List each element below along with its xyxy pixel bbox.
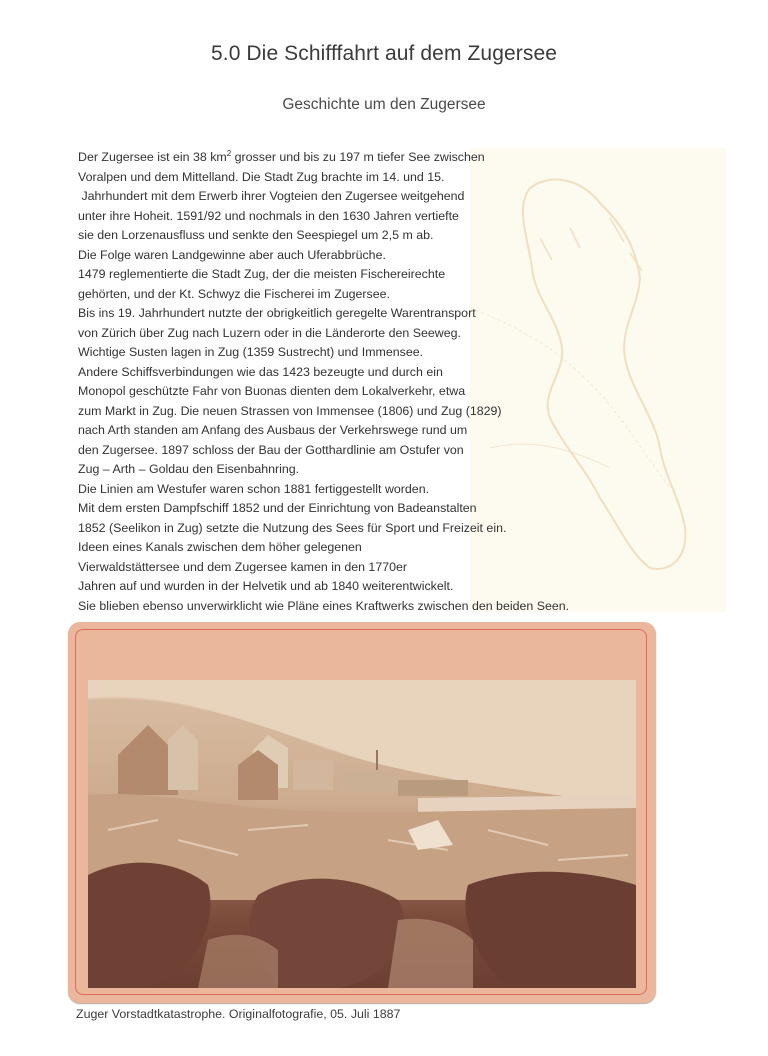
section-subtitle: Geschichte um den Zugersee bbox=[282, 96, 486, 113]
text-line: nach Arth standen am Anfang des Ausbaus der Verkehrswege rund um bbox=[78, 423, 468, 437]
sepia-photo-scene bbox=[88, 680, 636, 988]
text-line: Voralpen und dem Mittelland. Die Stadt Zug brachte im 14. und 15. bbox=[78, 169, 445, 184]
text-line: unter ihre Hoheit. 1591/92 und nochmals in den 1630 Jahren vertiefte bbox=[78, 208, 459, 223]
text-line: Ideen eines Kanals zwischen dem höher gelegenen bbox=[78, 540, 362, 554]
text-line: Mit dem ersten Dampfschiff 1852 und der Einrichtung von Badeanstalten bbox=[78, 501, 477, 515]
text-line: von Zürich über Zug nach Luzern oder in die Länderorte den Seeweg. bbox=[78, 325, 461, 340]
text-line: Die Linien am Westufer waren schon 1881 fertiggestellt worden. bbox=[78, 481, 430, 496]
text-line: Jahren auf und wurden in der Helvetik und ab 1840 weiterentwickelt. bbox=[78, 579, 454, 593]
text-line: Jahrhundert mit dem Erwerb ihrer Vogteien den Zugersee weitgehend bbox=[78, 189, 465, 203]
text-line: 1852 (Seelikon in Zug) setzte die Nutzung des Sees für Sport und Freizeit ein. bbox=[78, 520, 507, 535]
disaster-photograph bbox=[88, 680, 636, 988]
text-line: Die Folge waren Landgewinne aber auch Uferabbrüche. bbox=[78, 247, 386, 262]
text-line: Andere Schiffsverbindungen wie das 1423 bezeugte und durch ein bbox=[78, 364, 443, 379]
text-line: Wichtige Susten lagen in Zug (1359 Sustrecht) und Immensee. bbox=[78, 345, 424, 359]
text-line: Sie blieben ebenso unverwirklicht wie Pläne eines Kraftwerks zwischen den beiden Seen. bbox=[78, 598, 570, 613]
text-line: 1479 reglementierte die Stadt Zug, der die meisten Fischereirechte bbox=[78, 267, 446, 281]
text-line: zum Markt in Zug. Die neuen Strassen von Immensee (1806) und Zug (1829) bbox=[78, 403, 502, 418]
text-line: Vierwaldstättersee und dem Zugersee kamen in den 1770er bbox=[78, 559, 408, 574]
photo-caption: Zuger Vorstadtkatastrophe. Originalfotografie, 05. Juli 1887 bbox=[76, 1007, 401, 1021]
text-line: den Zugersee. 1897 schloss der Bau der Gotthardlinie am Ostufer von bbox=[78, 442, 464, 457]
history-paragraph bbox=[78, 148, 598, 616]
text-line: Der Zugersee ist ein 38 $km^2$ grosser und bis zu 197 m tiefer See zwischen bbox=[78, 149, 485, 164]
text-line: gehörten, und der Kt. Schwyz die Fischerei im Zugersee. bbox=[78, 286, 390, 301]
text-line: Zug – Arth – Goldau den Eisenbahnring. bbox=[78, 462, 300, 476]
text-line: Monopol geschützte Fahr von Buonas dienten dem Lokalverkehr, etwa bbox=[78, 384, 466, 398]
text-line: Bis ins 19. Jahrhundert nutzte der obrigkeitlich geregelte Warentransport bbox=[78, 306, 476, 320]
page-title: 5.0 Die Schifffahrt auf dem Zugersee bbox=[210, 42, 558, 65]
photo-card bbox=[68, 622, 656, 1003]
text-line: sie den Lorzenausfluss und senkte den Seespiegel um 2,5 m ab. bbox=[78, 228, 434, 242]
